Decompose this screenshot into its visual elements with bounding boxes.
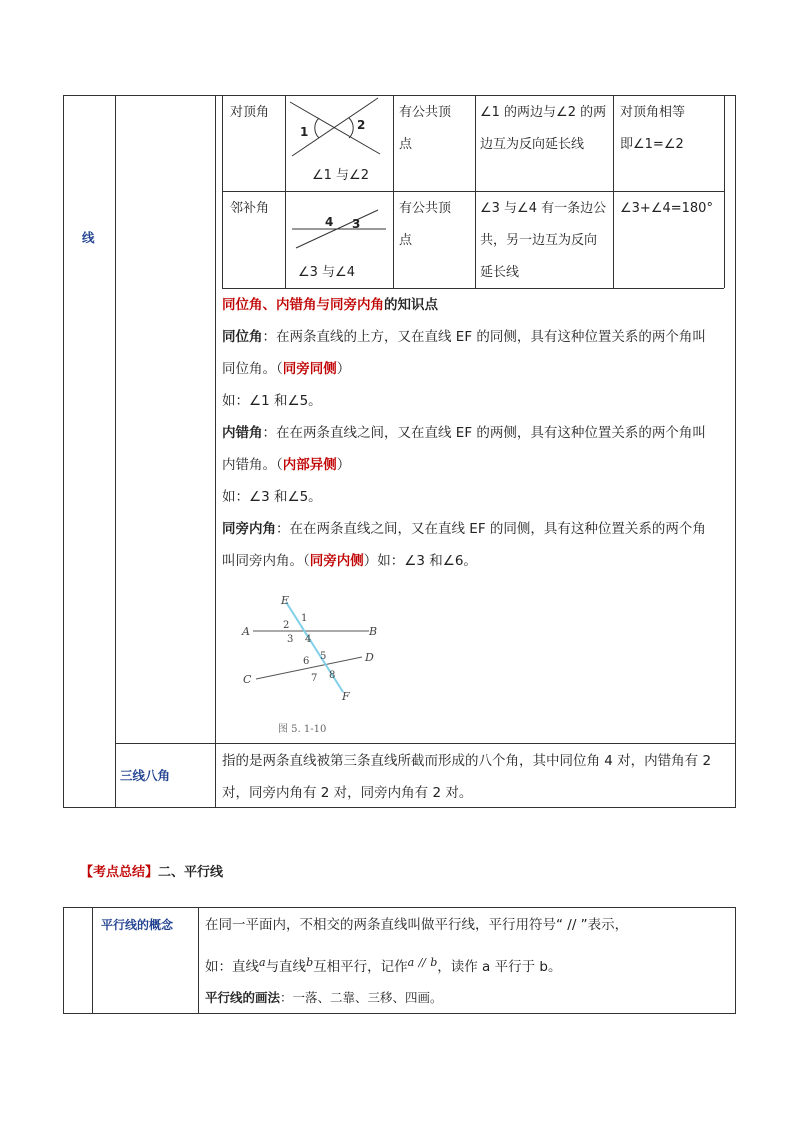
angle-type-name: 邻补角 bbox=[230, 201, 270, 216]
angle-number-3: 3 bbox=[352, 217, 361, 231]
vertex-text: 点 bbox=[399, 233, 413, 248]
transversal-diagram bbox=[236, 588, 406, 708]
figure-caption: 图 5. 1-10 bbox=[278, 724, 327, 735]
eight-angles-text: 指的是两条直线被第三条直线所截而形成的八个角，其中同位角 4 对，内错角有 2 bbox=[222, 753, 712, 769]
parallel-drawing-method: 平行线的画法：一落、二靠、三移、四画。 bbox=[205, 990, 443, 1005]
eight-angles-text: 对，同旁内角有 2 对，同旁内角有 2 对。 bbox=[222, 785, 473, 801]
vertex-text: 点 bbox=[399, 137, 413, 152]
angle-number-2: 2 bbox=[283, 620, 290, 631]
alternate-definition-cont: 内错角。（内部异侧） bbox=[222, 457, 351, 473]
point-label-e: E bbox=[281, 594, 290, 607]
sides-text: ∠1 的两边与∠2 的两 bbox=[480, 105, 607, 120]
property-text: ∠3+∠4=180° bbox=[620, 201, 713, 216]
angle-number-6: 6 bbox=[303, 656, 310, 667]
figure-caption: ∠3 与∠4 bbox=[298, 265, 355, 280]
corresponding-definition: 同位角：在两条直线的上方，又在直线 EF 的同侧，具有这种位置关系的两个角叫 bbox=[222, 329, 706, 345]
angle-type-name: 对顶角 bbox=[230, 105, 270, 120]
angle-number-5: 5 bbox=[320, 651, 327, 662]
corresponding-example: 如：∠1 和∠5。 bbox=[222, 393, 322, 409]
sides-text: 共，另一边互为反向 bbox=[480, 233, 598, 248]
point-label-f: F bbox=[342, 690, 350, 703]
interior-definition-cont: 叫同旁内角。（同旁内侧）如：∠3 和∠6。 bbox=[222, 553, 477, 569]
figure-caption: ∠1 与∠2 bbox=[312, 168, 369, 183]
row-label-eight-angles: 三线八角 bbox=[120, 768, 171, 783]
row-label-line: 线 bbox=[82, 230, 95, 245]
angle-number-4: 4 bbox=[325, 215, 334, 229]
knowledge-heading: 同位角、内错角与同旁内角的知识点 bbox=[222, 297, 438, 313]
vertex-text: 有公共顶 bbox=[399, 105, 452, 120]
angle-number-3: 3 bbox=[287, 634, 294, 645]
parallel-definition: 在同一平面内，不相交的两条直线叫做平行线，平行用符号“ // ”表示， bbox=[205, 917, 629, 933]
adjacent-angles-figure bbox=[286, 200, 392, 260]
property-text: 即∠1=∠2 bbox=[620, 137, 684, 152]
angle-number-7: 7 bbox=[311, 673, 318, 684]
angle-number-2: 2 bbox=[357, 118, 366, 132]
point-label-a: A bbox=[242, 625, 250, 638]
angle-number-1: 1 bbox=[300, 125, 309, 139]
row-label-parallel-concept: 平行线的概念 bbox=[101, 918, 174, 932]
sides-text: ∠3 与∠4 有一条边公 bbox=[480, 201, 607, 216]
point-label-c: C bbox=[243, 673, 252, 686]
vertex-text: 有公共顶 bbox=[399, 201, 452, 216]
point-label-b: B bbox=[369, 625, 378, 638]
corresponding-definition-cont: 同位角。（同旁同侧） bbox=[222, 361, 351, 377]
angle-number-8: 8 bbox=[329, 670, 336, 681]
angle-number-4: 4 bbox=[305, 634, 312, 645]
sides-text: 边互为反向延长线 bbox=[480, 137, 585, 152]
property-text: 对顶角相等 bbox=[620, 105, 686, 120]
angle-number-1: 1 bbox=[301, 613, 308, 624]
parallel-example: 如：直线$^a$与直线$^b$互相平行，记作$^a$ // $^b$，读作 a 平行于 b。 bbox=[205, 956, 562, 975]
section-heading: 【考点总结】二、平行线 bbox=[80, 865, 224, 880]
alternate-example: 如：∠3 和∠5。 bbox=[222, 489, 322, 505]
point-label-d: D bbox=[365, 651, 374, 664]
sides-text: 延长线 bbox=[480, 265, 520, 280]
interior-definition: 同旁内角：在在两条直线之间，又在直线 EF 的同侧，具有这种位置关系的两个角 bbox=[222, 521, 706, 537]
alternate-definition: 内错角：在在两条直线之间，又在直线 EF 的两侧，具有这种位置关系的两个角叫 bbox=[222, 425, 706, 441]
